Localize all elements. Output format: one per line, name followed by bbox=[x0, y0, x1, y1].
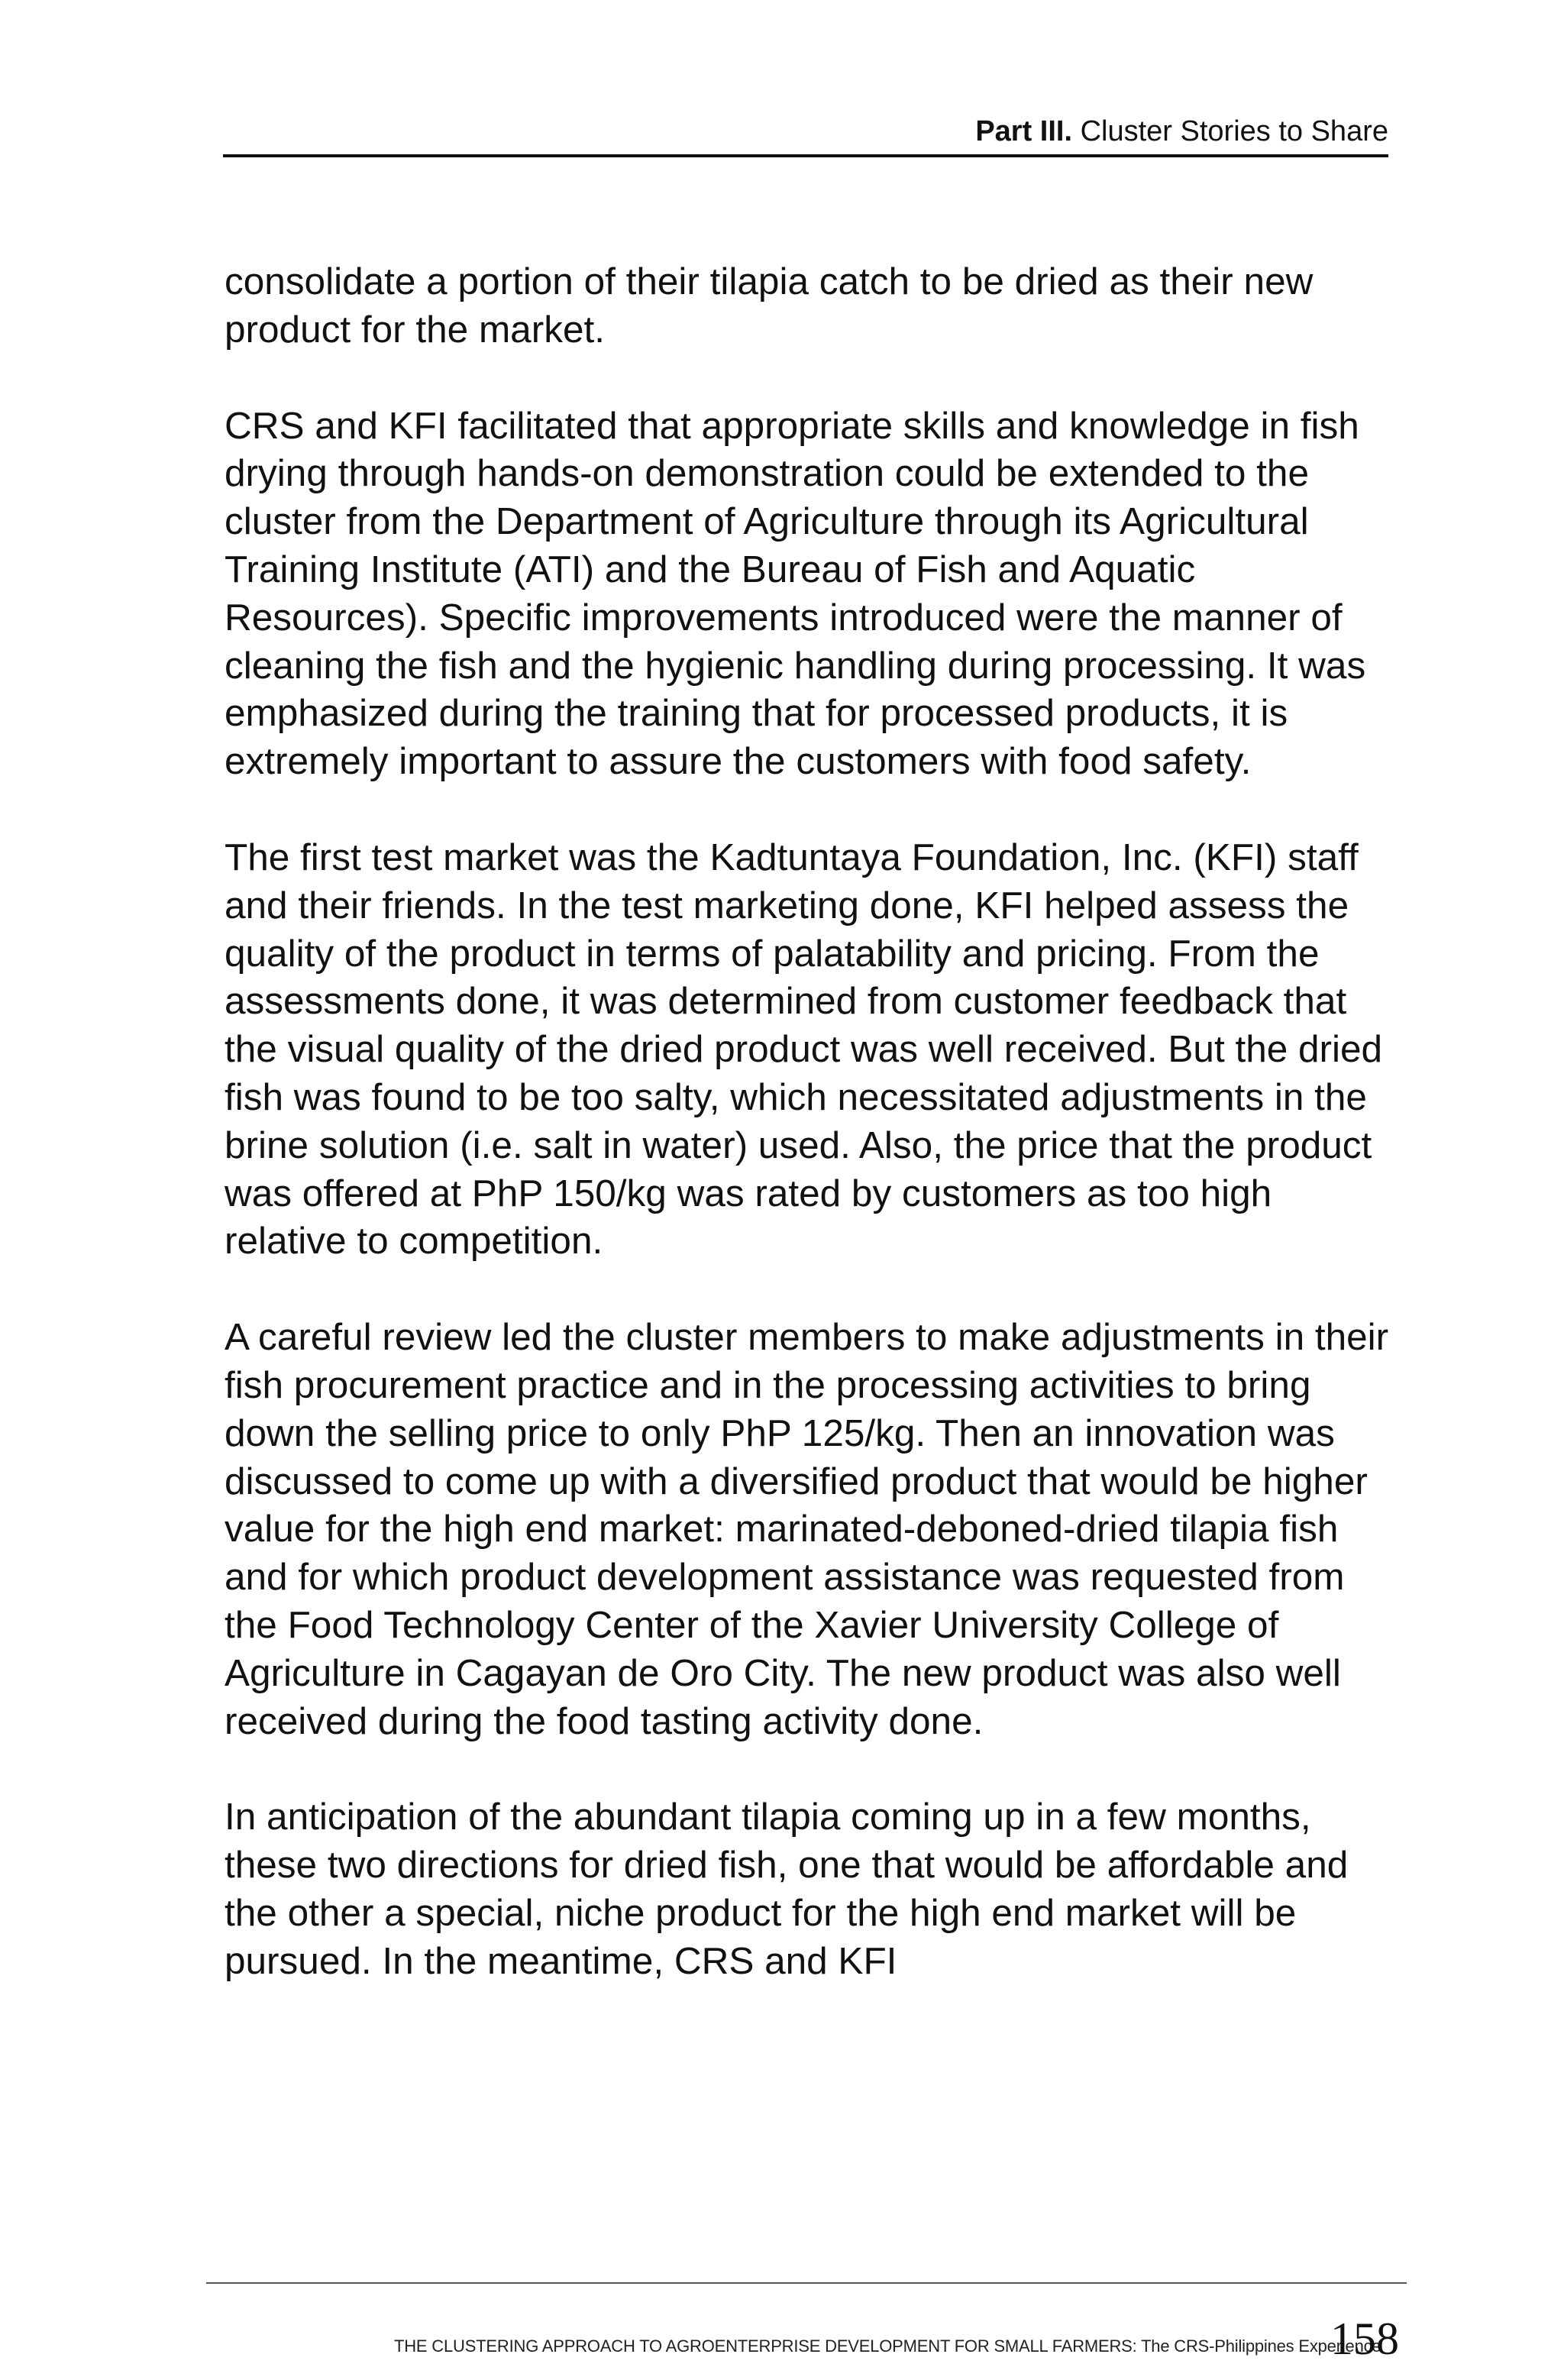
paragraph: A careful review led the cluster members to make adjustments in their fish procurement practice and in the processing activities to bring down the selling price to only PhP 125/kg. Then an innovation was discussed to come up with a diversified product that would be higher value for the high end market: marinated-deboned-dried tilapia fish and for which product development assistance was requested from the Food Technology Center of the Xavier University College of Agriculture in Cagayan de Oro City. The new product was also well received during the food tasting activity done. bbox=[225, 1316, 1389, 1742]
footer-divider bbox=[206, 2282, 1407, 2284]
paragraph: In anticipation of the abundant tilapia coming up in a few months, these two directions for dried fish, one that would be affordable and the other a special, niche product for the high end market will be pursued. In the meantime, CRS and KFI bbox=[225, 1796, 1349, 1982]
page-number: 158 bbox=[1330, 2314, 1399, 2364]
paragraph: The first test market was the Kadtuntaya Foundation, Inc. (KFI) staff and their friends. In the test marketing done, KFI helped assess the quality of the product in terms of palatability and pricing. From the assessments done, it was determined from customer feedback that the visual quality of the dried product was well received. But the dried fish was found to be too salty, which necessitated adjustments in the brine solution (i.e. salt in water) used. Also, the price that the product was offered at PhP 150/kg was rated by customers as too high relative to competition. bbox=[225, 836, 1383, 1263]
body-text bbox=[225, 258, 1393, 1986]
paragraph: consolidate a portion of their tilapia catch to be dried as their new product for the market. bbox=[225, 260, 1314, 351]
footer-book-title: THE CLUSTERING APPROACH TO AGROENTERPRISE DEVELOPMENT FOR SMALL FARMERS: The CRS-Philippines Experience bbox=[394, 2336, 1381, 2356]
header-part-label: Part III. bbox=[975, 115, 1073, 147]
running-header bbox=[223, 115, 1388, 157]
header-section-title: Cluster Stories to Share bbox=[1080, 115, 1388, 147]
paragraph: CRS and KFI facilitated that appropriate skills and knowledge in fish drying through hands-on demonstration could be extended to the cluster from the Department of Agriculture through its Agricultural Training Institute (ATI) and the Bureau of Fish and Aquatic Resources). Specific improvements introduced were the manner of cleaning the fish and the hygienic handling during processing. It was emphasized during the training that for processed products, it is extremely important to assure the customers with food safety. bbox=[225, 404, 1366, 783]
